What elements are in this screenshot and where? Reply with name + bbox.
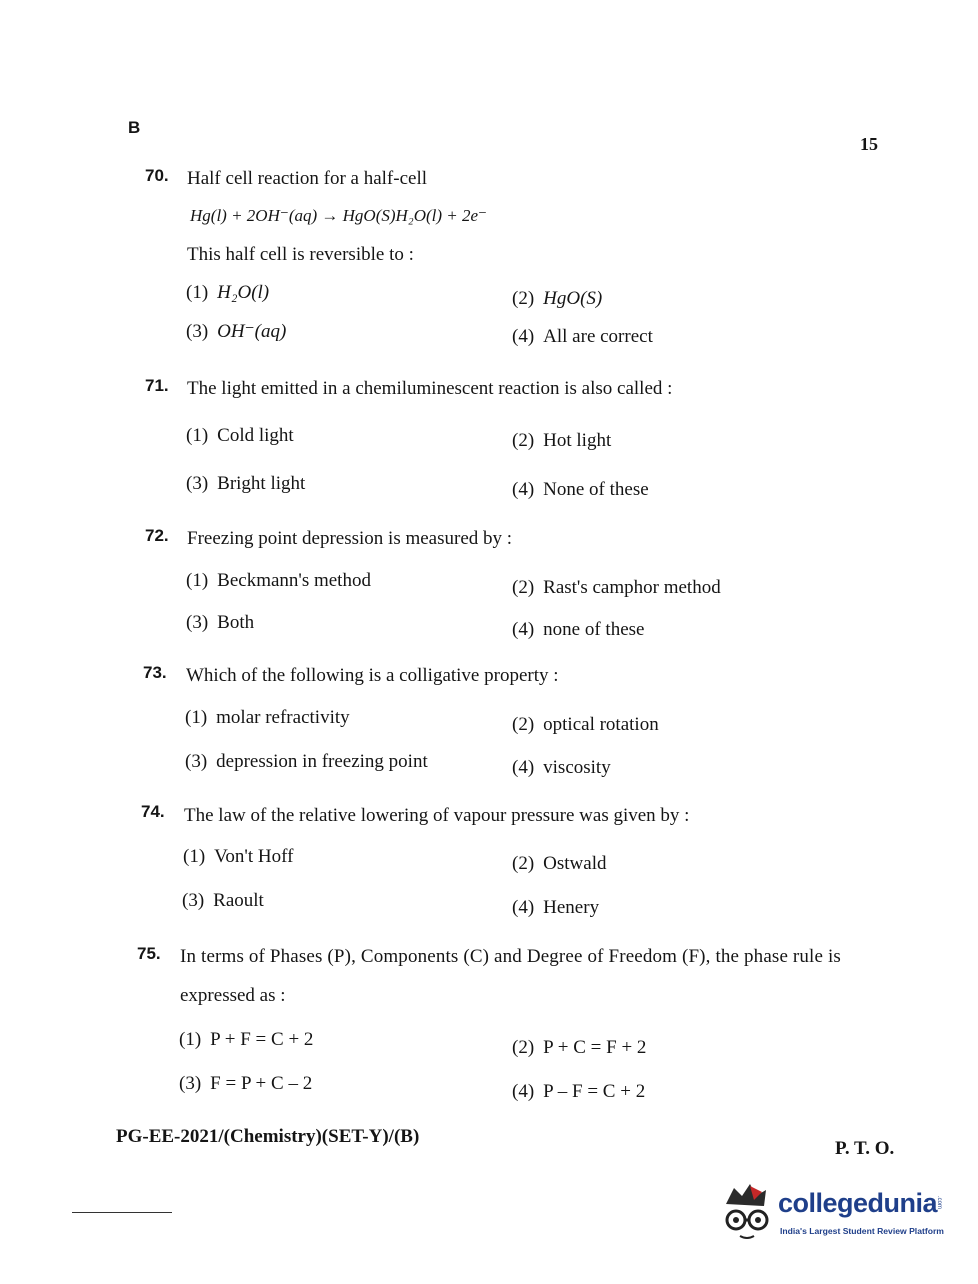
option-number: (3) [186, 612, 209, 633]
question-text: The light emitted in a chemiluminescent reaction is also called : [187, 378, 673, 399]
option-label: P + F = C + 2 [210, 1029, 314, 1050]
question-number: 73. [143, 663, 167, 682]
option-number: (4) [512, 897, 535, 918]
option-2[interactable] [512, 430, 611, 452]
option-number: (1) [179, 1029, 202, 1050]
question-number: 74. [141, 802, 165, 821]
option-label: optical rotation [543, 714, 659, 735]
option-4[interactable] [512, 479, 649, 501]
option-4[interactable] [512, 326, 653, 348]
option-3[interactable] [186, 320, 286, 343]
option-number: (1) [186, 570, 209, 591]
option-label: HgO(S) [543, 288, 603, 309]
option-label: F = P + C – 2 [210, 1073, 313, 1094]
option-label: None of these [543, 479, 649, 500]
option-number: (1) [183, 846, 206, 867]
option-1[interactable] [183, 846, 293, 868]
option-label: Beckmann's method [217, 570, 371, 591]
option-label: Bright light [217, 473, 306, 494]
option-1[interactable] [186, 282, 269, 304]
question-number: 75. [137, 944, 161, 963]
option-label: viscosity [543, 757, 611, 778]
option-number: (4) [512, 757, 535, 778]
option-number: (3) [179, 1073, 202, 1094]
question-text: Which of the following is a colligative property : [186, 665, 559, 686]
page-number: 15 [860, 134, 878, 154]
option-label: Cold light [217, 425, 294, 446]
option-2[interactable] [512, 714, 659, 736]
option-label: Both [217, 612, 255, 633]
logo-tagline: India's Largest Student Review Platform [780, 1226, 944, 1236]
option-3[interactable] [185, 751, 428, 773]
option-3[interactable] [179, 1073, 312, 1095]
option-number: (1) [186, 282, 209, 303]
option-label: OH⁻(aq) [217, 321, 287, 342]
option-number: (1) [186, 425, 209, 446]
question-subtext: This half cell is reversible to : [187, 244, 414, 265]
option-2[interactable] [512, 1037, 646, 1059]
question-number: 70. [145, 166, 169, 185]
option-1[interactable] [186, 570, 371, 592]
option-number: (2) [512, 288, 535, 309]
option-label: none of these [543, 619, 645, 640]
question-text: Freezing point depression is measured by : [187, 528, 513, 549]
option-label: Raoult [213, 890, 264, 911]
option-number: (2) [512, 577, 535, 598]
reaction-equation: Hg(l) + 2OH⁻(aq) → HgO(S)H₂O(l) + 2e⁻ [190, 206, 488, 225]
option-number: (2) [512, 1037, 535, 1058]
option-2[interactable] [512, 577, 721, 599]
option-2[interactable] [512, 853, 606, 875]
option-number: (3) [186, 321, 209, 342]
option-label: H₂O(l) [217, 282, 270, 303]
option-number: (2) [512, 853, 535, 874]
option-4[interactable] [512, 619, 644, 641]
pto-label: P. T. O. [835, 1138, 895, 1159]
option-label: Ostwald [543, 853, 607, 874]
option-number: (4) [512, 479, 535, 500]
option-label: molar refractivity [216, 707, 350, 728]
option-label: Rast's camphor method [543, 577, 721, 598]
option-label: All are correct [543, 326, 653, 347]
question-number: 71. [145, 376, 169, 395]
option-number: (3) [186, 473, 209, 494]
set-code: B [128, 118, 141, 137]
question-text: Half cell reaction for a half-cell [187, 168, 427, 189]
question-text: The law of the relative lowering of vapour pressure was given by : [184, 805, 690, 826]
option-number: (1) [185, 707, 208, 728]
option-label: P – F = C + 2 [543, 1081, 646, 1102]
question-number: 72. [145, 526, 169, 545]
logo-wordmark: collegedunia [778, 1188, 938, 1218]
option-3[interactable] [182, 890, 264, 912]
question-text: In terms of Phases (P), Components (C) and Degree of Freedom (F), the phase rule is [180, 946, 841, 967]
paper-code: PG-EE-2021/(Chemistry)(SET-Y)/(B) [116, 1126, 420, 1147]
option-4[interactable] [512, 757, 611, 779]
option-label: Henery [543, 897, 600, 918]
option-label: depression in freezing point [216, 751, 428, 772]
collegedunia-logo [720, 1182, 960, 1246]
option-number: (2) [512, 430, 535, 451]
option-number: (4) [512, 326, 535, 347]
option-4[interactable] [512, 1081, 645, 1103]
footer-divider [72, 1212, 172, 1213]
option-number: (4) [512, 619, 535, 640]
option-1[interactable] [185, 707, 350, 729]
option-label: P + C = F + 2 [543, 1037, 647, 1058]
option-1[interactable] [186, 425, 294, 447]
option-4[interactable] [512, 897, 599, 919]
option-1[interactable] [179, 1029, 313, 1051]
student-mascot-icon [720, 1182, 776, 1242]
question-subtext: expressed as : [180, 985, 286, 1006]
option-number: (4) [512, 1081, 535, 1102]
option-2[interactable] [512, 288, 602, 310]
logo-domain-suffix: .com [936, 1196, 942, 1210]
option-number: (2) [512, 714, 535, 735]
option-3[interactable] [186, 473, 305, 495]
option-label: Von't Hoff [214, 846, 294, 867]
option-3[interactable] [186, 612, 254, 634]
option-number: (3) [185, 751, 208, 772]
option-number: (3) [182, 890, 205, 911]
option-label: Hot light [543, 430, 612, 451]
